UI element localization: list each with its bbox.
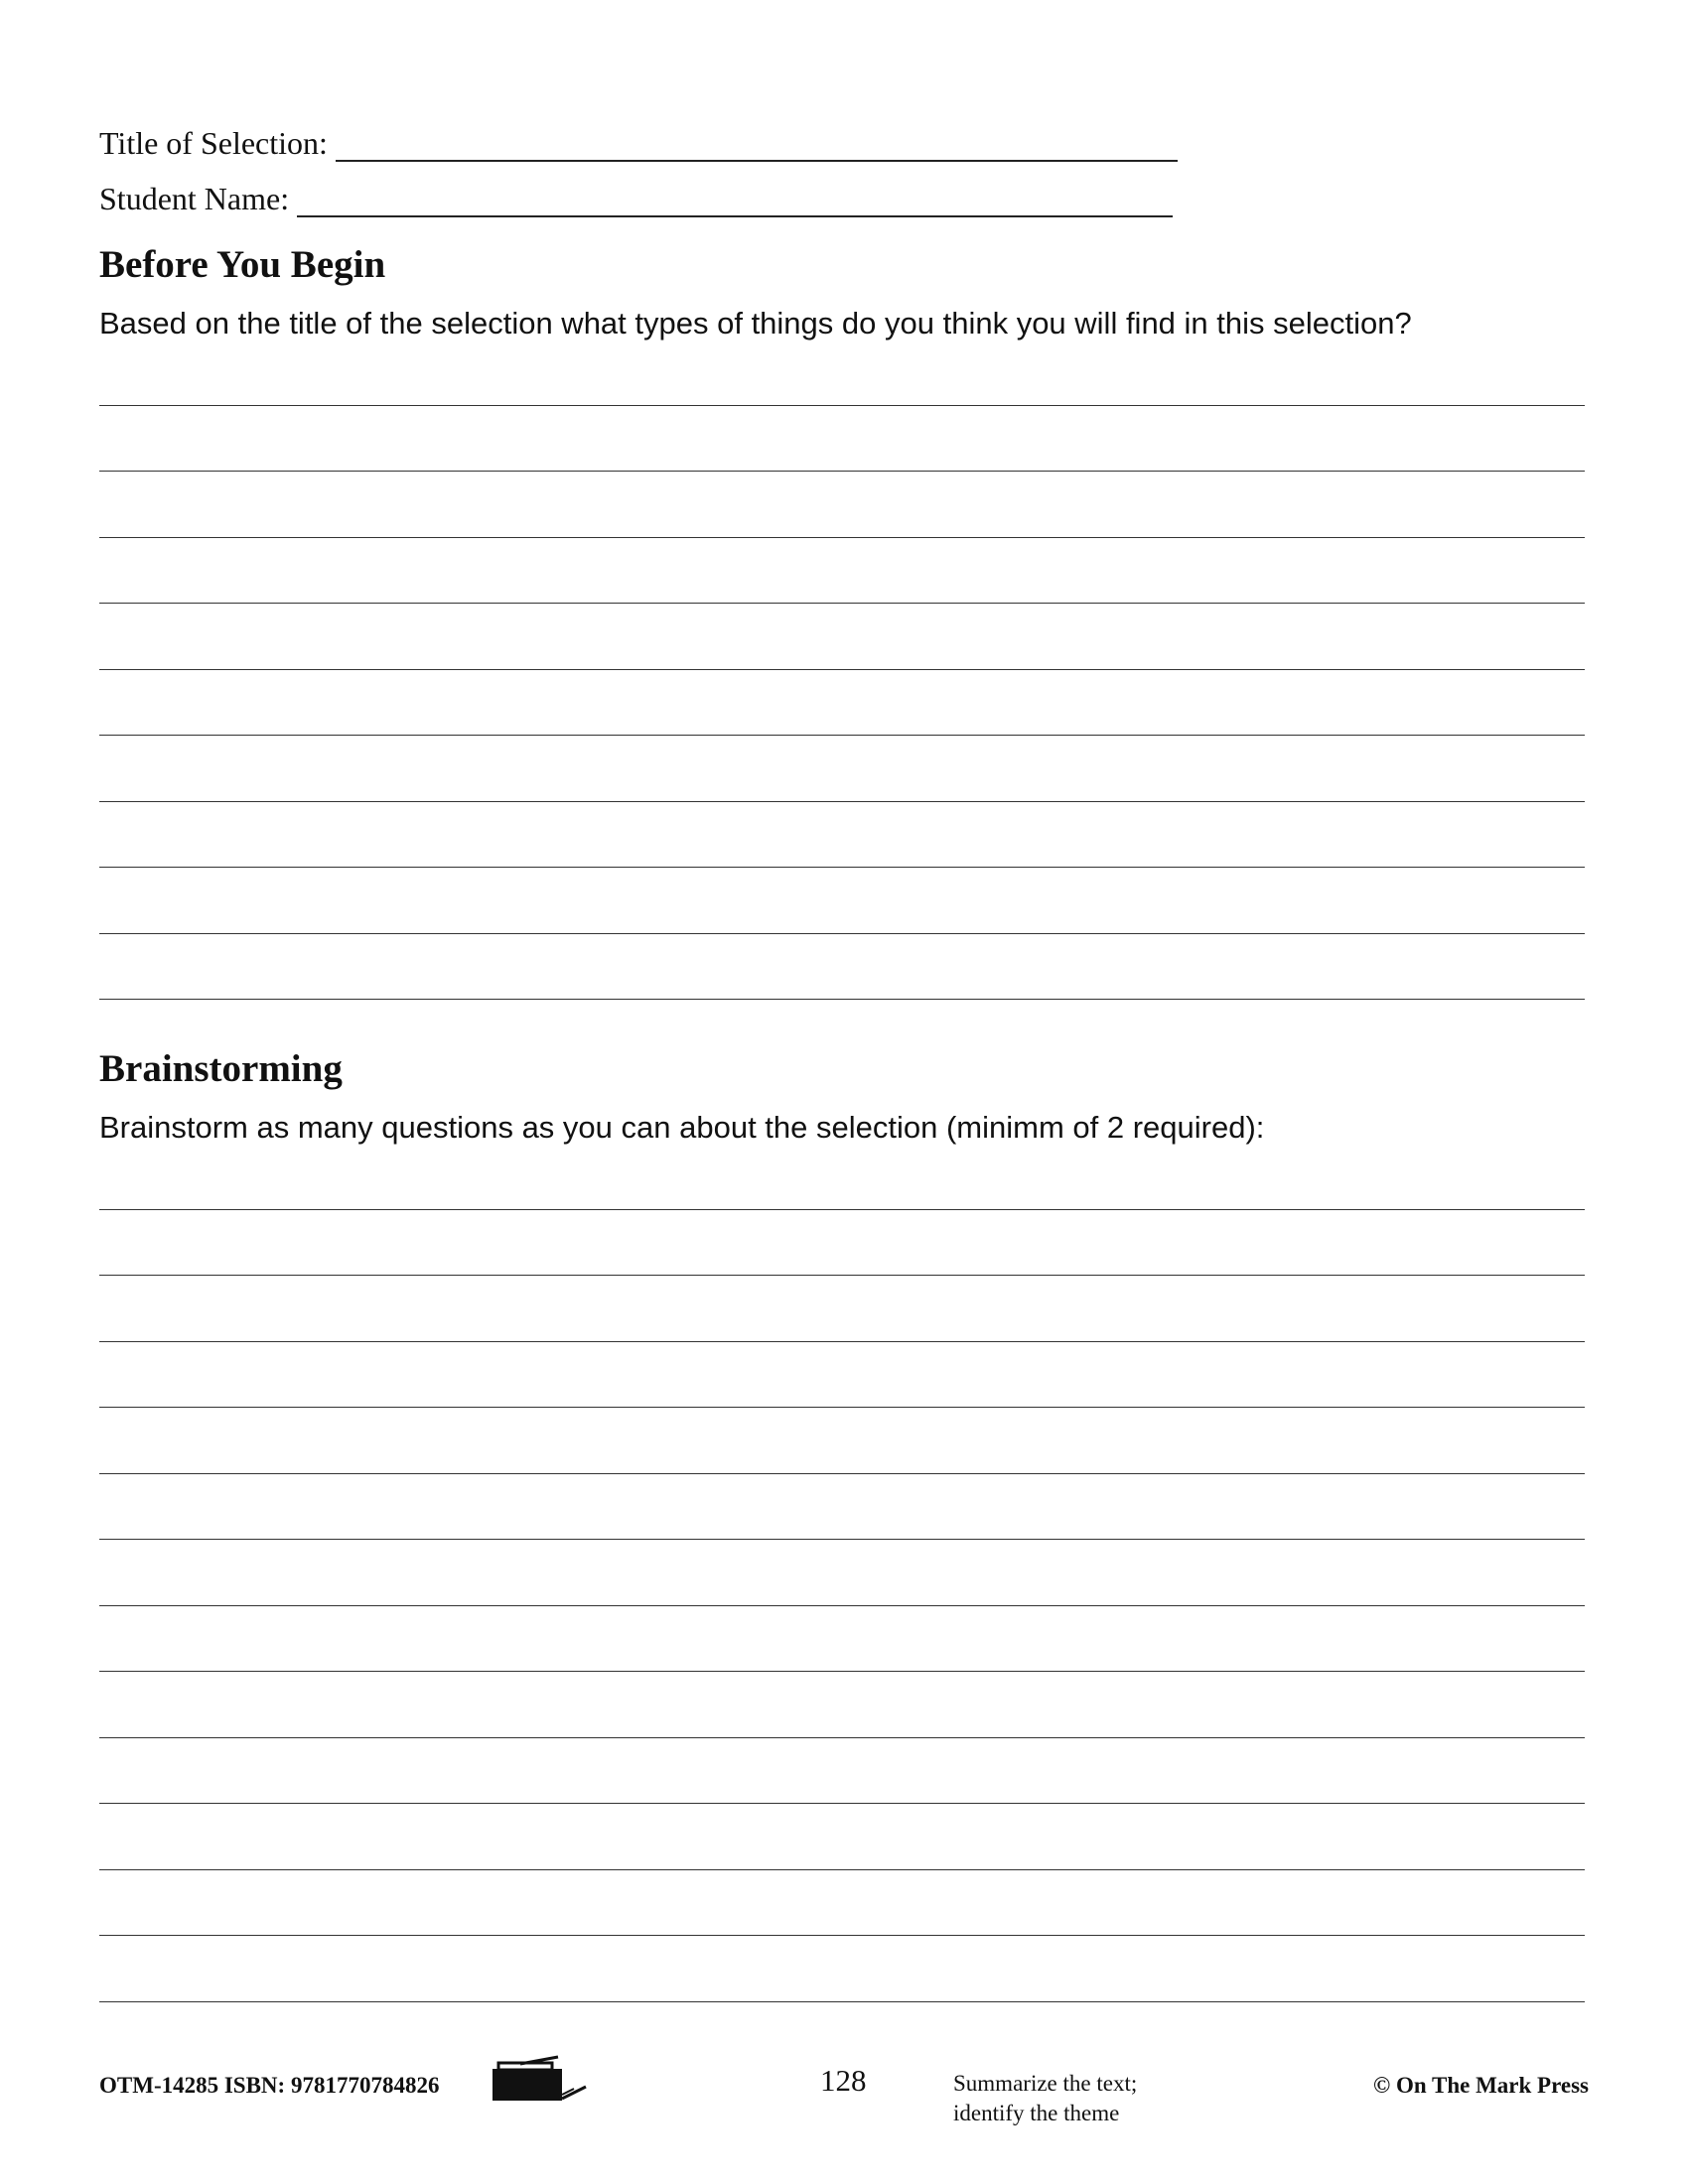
writing-line[interactable] (99, 340, 1585, 406)
title-of-selection-input-line[interactable] (336, 130, 1178, 162)
page-number: 128 (820, 2063, 867, 2098)
brainstorming-prompt: Brainstorm as many questions as you can about the selection (minimm of 2 required): (99, 1110, 1265, 1145)
photocopier-icon (491, 2055, 588, 2112)
writing-line[interactable] (99, 670, 1585, 737)
writing-line[interactable] (99, 1606, 1585, 1673)
writing-line[interactable] (99, 1276, 1585, 1342)
writing-line[interactable] (99, 1936, 1585, 2002)
before-you-begin-writing-area[interactable] (99, 340, 1585, 1000)
title-of-selection-label: Title of Selection: (99, 125, 328, 161)
writing-line[interactable] (99, 1804, 1585, 1870)
writing-line[interactable] (99, 1738, 1585, 1805)
writing-line[interactable] (99, 1210, 1585, 1277)
writing-line[interactable] (99, 1408, 1585, 1474)
writing-line[interactable] (99, 1540, 1585, 1606)
writing-line[interactable] (99, 1672, 1585, 1738)
student-name-field[interactable] (99, 181, 1173, 217)
writing-line[interactable] (99, 868, 1585, 934)
writing-line[interactable] (99, 604, 1585, 670)
footer-code: OTM-14285 ISBN: 9781770784826 (99, 2073, 440, 2098)
footer-skill-note (953, 2069, 1137, 2128)
student-name-input-line[interactable] (297, 186, 1173, 217)
writing-line[interactable] (99, 1474, 1585, 1541)
writing-line[interactable] (99, 538, 1585, 605)
writing-line[interactable] (99, 1342, 1585, 1409)
brainstorming-heading: Brainstorming (99, 1047, 343, 1090)
writing-line[interactable] (99, 934, 1585, 1001)
before-you-begin-heading: Before You Begin (99, 243, 386, 286)
writing-line[interactable] (99, 736, 1585, 802)
writing-line[interactable] (99, 406, 1585, 473)
copyright-notice: © On The Mark Press (1373, 2073, 1589, 2098)
title-of-selection-field[interactable] (99, 125, 1178, 162)
footer-note-line: Summarize the text; (953, 2071, 1138, 2096)
writing-line[interactable] (99, 472, 1585, 538)
student-name-label: Student Name: (99, 181, 290, 216)
brainstorming-writing-area[interactable] (99, 1144, 1585, 2002)
footer-note-line: identify the theme (953, 2101, 1120, 2125)
writing-line[interactable] (99, 802, 1585, 869)
before-you-begin-prompt: Based on the title of the selection what types of things do you think you will find in this selection? (99, 306, 1412, 341)
writing-line[interactable] (99, 1144, 1585, 1210)
writing-line[interactable] (99, 1870, 1585, 1937)
